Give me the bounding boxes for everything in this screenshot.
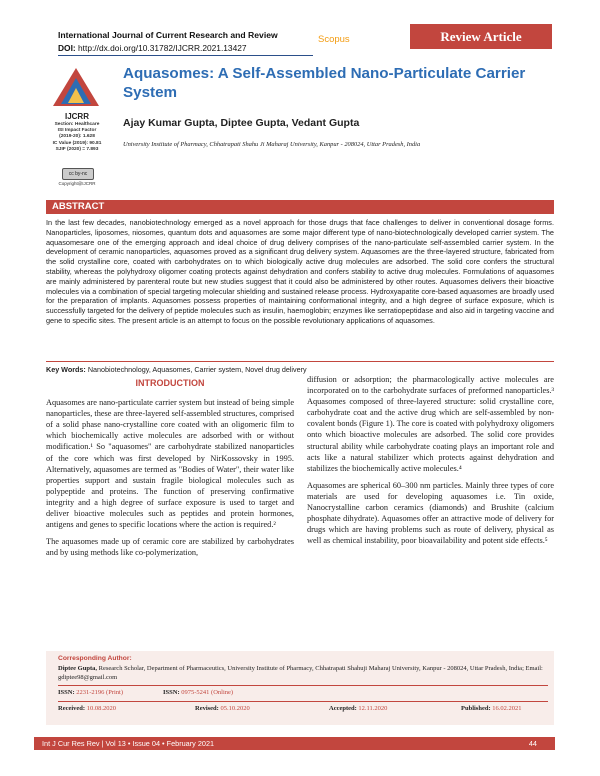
issn-label: ISSN: bbox=[163, 689, 180, 697]
abstract-divider bbox=[46, 361, 554, 362]
scopus-label: Scopus bbox=[318, 34, 350, 45]
affiliation: University Institute of Pharmacy, Chhatrapati Shahu Ji Maharaj University, Kanpur - 208024, Uttar Pradesh, India bbox=[123, 141, 421, 148]
logo-text: IJCRR bbox=[64, 112, 89, 121]
page-footer bbox=[34, 737, 555, 750]
dates-row bbox=[58, 705, 548, 713]
body-paragraph: The aquasomes made up of ceramic core are stabilized by carbohydrates and by using methods like co-polymerization, bbox=[46, 537, 294, 558]
issn-online bbox=[163, 689, 233, 697]
issn-print-value: 2231-2196 (Print) bbox=[76, 689, 124, 697]
issn-online-value: 0975-5241 (Online) bbox=[181, 689, 234, 697]
body-paragraph: Aquasomes are nano-particulate carrier system but instead of being simple nanoparticles, these are three-layered self-assembled structures, comprised of a solid phase nano-crystalline core coated with an oligomeric film to which biochemically active molecules are adsorbed with or without modification.¹ So "aquasomes" are carbohydrate stabilized nanoparticles of the core which was first developed by NirKossovsky in 1995. Alternatively, aquasomes are termed as "Bodies of Water", their water like properties support and sustain fragile biological molecules such as polypeptide and proteins. The function of preserving confirmative integrity and a high degree of surface exposure is used to target and deliver bioactive molecules such as peptides and protein hormones, antigens and genes to specific locations where the action is required.² bbox=[46, 398, 294, 530]
accepted-label: Accepted: bbox=[329, 704, 357, 712]
abstract-text: In the last few decades, nanobiotechnology emerged as a novel approach for those drugs that face challenges to deliver in conventional dosage forms. Nanoparticles, liposomes, niosomes, quantum dots and aquasomes are some major different type of nano-biotechnologically developed carrier system. The aquasomesare one of the emerging approach and ideal choice of drug delivery comprises of the nano-particulate self-assembled carrier system. In the development of ceramic nanoparticles, aquasomes proved as a significant drug delivery system. Aquasomes are the three-layered structure, fabricated from the solid crystalline core, coated with carbohydrates on to which biologically active drug molecules are adsorbed. The solid core confers the structural stability, whereas the polyhydroxy oligomer coating protects against dehydration and confers stability to active drug molecules. Formulations of aquasomes are mainly administered by parenteral route but new studies suggest that it could also be administered by other routes. Aquasomes delivers their bioactive molecules via a combination of special targeting molecular shielding and sustained release process. Hydroxyapatite core-based aquasomes are broadly used for the preparation of implants. Aquasomes possess properties of maintaining conformational integrity, and a high degree of surface exposure, which is successfully targeted for the delivery of peptide molecules such as insulin, haemoglobin; enzymes like serratiopeptidase and also aid in targeting vaccine and gene to specific sites. The present article is an attempt to focus on the possible revolutionary applications of aquasomes. bbox=[46, 218, 554, 325]
footer-citation: Int J Cur Res Rev | Vol 13 • Issue 04 • February 2021 bbox=[42, 739, 215, 748]
keywords-value: Nanobiotechnology, Aquasomes, Carrier system, Novel drug delivery bbox=[87, 365, 307, 374]
accepted-value: 12.11.2020 bbox=[358, 704, 388, 712]
logo-meta-line: IC Value (2019): 90.81 bbox=[52, 140, 102, 146]
abstract-heading: ABSTRACT bbox=[46, 200, 554, 214]
corresponding-heading: Corresponding Author: bbox=[58, 655, 132, 662]
article-type-badge: Review Article bbox=[410, 24, 552, 49]
cc-license-icon: cc by-nc bbox=[62, 168, 94, 180]
corresponding-divider bbox=[58, 701, 548, 702]
ijcrr-logo-icon bbox=[51, 66, 101, 110]
revised-label: Revised: bbox=[195, 704, 219, 712]
published-value: 16.02.2021 bbox=[492, 704, 522, 712]
issn-row bbox=[58, 689, 548, 697]
body-paragraph: diffusion or adsorption; the pharmacologically active molecules are incorporated on to the carbohydrate surfaces of preformed nanoparticles.³ Aquasomes composed of three-layered structure: solid crystalline core, carbohydrate coat and the active drug which are self-assembled by non-covalent bonds (Figure 1). The core is coated with polyhydroxy oligomers onto which bioactive molecules are adsorbed. The solid core provides structural ability while carbohydrate coating plays an important role and acts like a natural stabilizer which protects against dehydration and stabilizes the biochemically active molecules.⁴ bbox=[307, 375, 554, 473]
corresponding-details bbox=[58, 665, 548, 682]
revised-date bbox=[195, 705, 329, 713]
doi-link[interactable]: http://dx.doi.org/10.31782/IJCRR.2021.13427 bbox=[78, 43, 247, 53]
page-number: 44 bbox=[528, 739, 537, 748]
received-label: Received: bbox=[58, 704, 86, 712]
article-title: Aquasomes: A Self-Assembled Nano-Particulate Carrier System bbox=[123, 65, 526, 101]
corresponding-affiliation: Research Scholar, Department of Pharmaceutics, University Institute of Pharmacy, Chhatrapati Shahuji Maharaj University, Kanpur - 208024, Uttar Pradesh, India; Email: gdiptee98@gmail.com bbox=[58, 665, 543, 681]
left-column bbox=[46, 378, 294, 564]
logo-meta-line: Section: Healthcare bbox=[54, 122, 100, 127]
accepted-date bbox=[329, 705, 461, 713]
header-rule bbox=[58, 55, 313, 56]
doi-label: DOI: bbox=[58, 43, 76, 53]
corresponding-divider bbox=[58, 685, 548, 686]
revised-value: 05.10.2020 bbox=[220, 704, 250, 712]
right-column bbox=[307, 374, 554, 552]
corresponding-name: Diptee Gupta, bbox=[58, 665, 97, 673]
published-label: Published: bbox=[461, 704, 491, 712]
author-list: Ajay Kumar Gupta, Diptee Gupta, Vedant Gupta bbox=[123, 117, 360, 129]
published-date bbox=[461, 705, 522, 713]
journal-name: International Journal of Current Research and Review bbox=[58, 30, 278, 40]
received-value: 10.08.2020 bbox=[86, 704, 116, 712]
doi-line bbox=[58, 43, 247, 53]
introduction-heading: INTRODUCTION bbox=[135, 378, 205, 388]
logo-metadata bbox=[42, 122, 112, 153]
keywords bbox=[46, 365, 307, 374]
issn-print bbox=[58, 689, 163, 697]
body-paragraph: Aquasomes are spherical 60–300 nm particles. Mainly three types of core materials are used for developing aquasomes i.e. Tin oxide, Nanocrystalline carbon ceramics (diamonds) and Brushite (calcium phosphate dihydrate). Aquasomes offer an attractive mode of delivery for drugs which are having problems such as route of delivery, physical as well as chemical instability, poor bioavailability and potent side effects.⁵ bbox=[307, 480, 554, 546]
logo-meta-line: (2019-20): 1.628 bbox=[59, 134, 95, 140]
logo-meta-line: SJIF (2020) = 7.893 bbox=[55, 146, 99, 152]
logo-meta-line: ISI Impact Factor bbox=[57, 128, 97, 134]
corresponding-author-content bbox=[58, 655, 548, 713]
issn-label: ISSN: bbox=[58, 689, 75, 697]
copyright-text: Copyright@IJCRR bbox=[58, 181, 96, 186]
keywords-label: Key Words: bbox=[46, 365, 86, 374]
received-date bbox=[58, 705, 195, 713]
